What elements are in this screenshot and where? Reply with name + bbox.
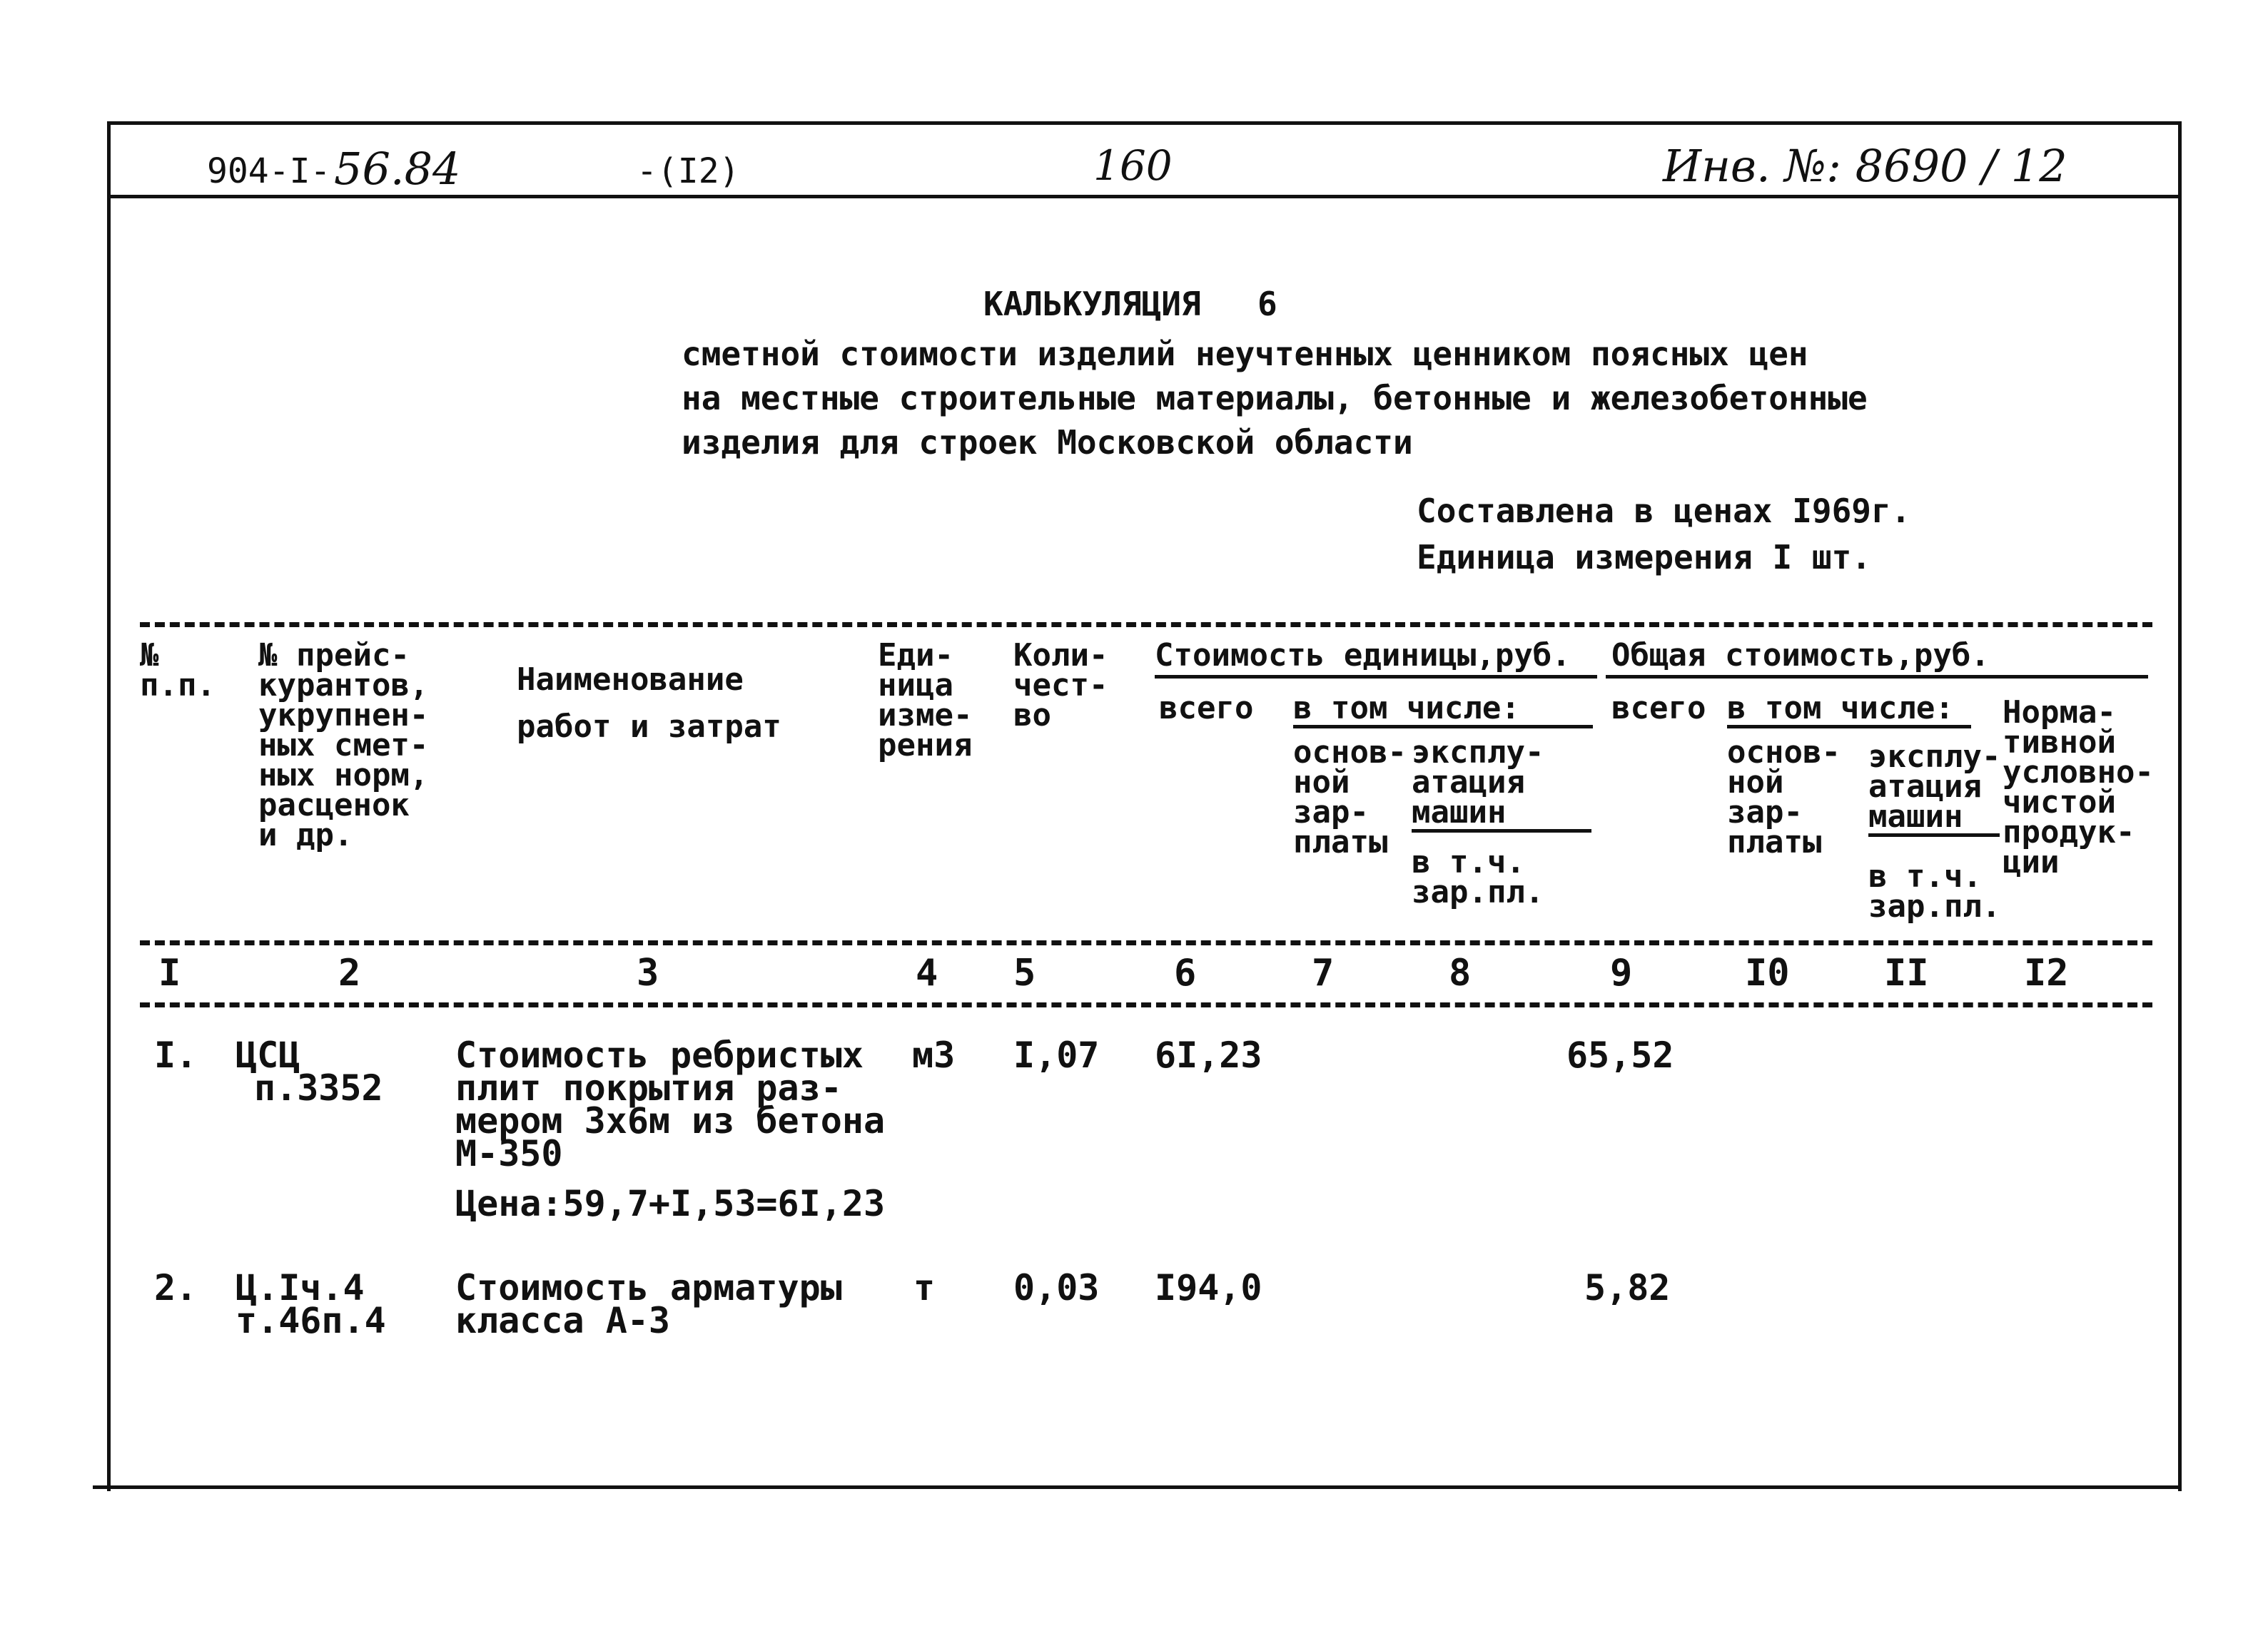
inventory-number: Инв. №: 8690 / 12 (1663, 140, 2067, 192)
col-header-5: Коли- чест- во (1013, 637, 1108, 733)
row-reference: ЦСЦ п.3352 (236, 1035, 383, 1109)
row-unit-total: 6I,23 (1155, 1035, 1262, 1076)
price-basis: Составлена в ценах I969г. (1417, 492, 1911, 530)
column-number: 9 (1610, 952, 1633, 995)
numbers-bottom-dashed-line (140, 1002, 2152, 1007)
frame-bottom-border (93, 1485, 2181, 1489)
unit-incl-underline (1293, 725, 1593, 728)
page-number: 160 (1093, 141, 1173, 190)
unit-of-measure: Единица измерения I шт. (1417, 538, 1871, 576)
total-wage-header: основ- ной зар- платы (1727, 734, 1841, 860)
column-number: 3 (637, 952, 659, 995)
unit-machine-header: эксплу- атация машин (1412, 734, 1544, 830)
frame-right-border (2178, 121, 2182, 1491)
row-unit: т (913, 1267, 936, 1309)
row-quantity: I,07 (1013, 1035, 1100, 1076)
unit-cost-underline (1155, 675, 1597, 679)
col-header-4: Еди- ница изме- рения (878, 637, 973, 763)
total-machine-wage-header: в т.ч. зар.пл. (1868, 858, 2001, 925)
column-number: 6 (1174, 952, 1197, 995)
total-cost-group-title: Общая стоимость,руб. (1611, 637, 1990, 674)
unit-incl-header: в том числе: (1293, 690, 1520, 726)
unit-total-header: всего (1159, 690, 1254, 726)
row-total: 65,52 (1566, 1035, 1674, 1076)
total-total-header: всего (1611, 690, 1706, 726)
column-number: 8 (1449, 952, 1472, 995)
column-number: I0 (1745, 952, 1790, 995)
col-header-1: № п.п. (140, 637, 216, 703)
row-total: 5,82 (1584, 1267, 1671, 1309)
doc-code: 904-I- (207, 151, 331, 191)
row-price-note: Цена:59,7+I,53=6I,23 (455, 1183, 886, 1224)
column-number: 2 (338, 952, 361, 995)
column-number: 4 (916, 952, 938, 995)
col-header-3: Наименование работ и затрат (517, 661, 781, 745)
column-number: 7 (1312, 952, 1335, 995)
frame-top-border (107, 121, 2181, 125)
column-number: I2 (2024, 952, 2069, 995)
title-line-2: на местные строительные материалы, бетонные и железобетонные (682, 379, 1868, 417)
row-unit: м3 (912, 1035, 956, 1076)
row-unit-total: I94,0 (1155, 1267, 1262, 1309)
col-header-2: № прейс- курантов, укрупнен- ных смет- ных норм, расценок и др. (258, 637, 429, 853)
unit-cost-group-title: Стоимость единицы,руб. (1155, 637, 1571, 674)
row-reference: Ц.Iч.4 т.46п.4 (236, 1267, 386, 1341)
total-machine-header: эксплу- атация машин (1868, 738, 2001, 835)
total-incl-underline (1727, 725, 1971, 728)
normative-header: Норма- тивной условно- чистой продук- ции (2003, 694, 2154, 880)
row-number: 2. (154, 1267, 198, 1309)
title-word: КАЛЬКУЛЯЦИЯ (983, 285, 1201, 323)
column-number: II (1884, 952, 1929, 995)
row-work-name: Стоимость арматуры класса А-3 (455, 1267, 842, 1341)
header-top-dashed-line (140, 622, 2152, 627)
column-number: I (158, 952, 181, 995)
title-line-3: изделия для строек Московской области (682, 423, 1413, 462)
stamp-separator-line (107, 195, 2181, 198)
row-work-name: Стоимость ребристых плит покрытия раз- мером 3х6м из бетона М-350 (455, 1035, 886, 1174)
total-machine-underline (1868, 833, 2000, 837)
doc-code-handwritten: 56.84 (334, 143, 461, 195)
row-number: I. (154, 1035, 198, 1076)
column-number: 5 (1013, 952, 1036, 995)
total-cost-underline (1606, 675, 2148, 679)
unit-machine-underline (1412, 829, 1591, 833)
unit-wage-header: основ- ной зар- платы (1293, 734, 1407, 860)
row-quantity: 0,03 (1013, 1267, 1100, 1309)
title-line-1: сметной стоимости изделий неучтенных ценником поясных цен (682, 335, 1808, 373)
header-bottom-dashed-line (140, 940, 2152, 945)
unit-machine-wage-header: в т.ч. зар.пл. (1412, 844, 1544, 910)
frame-left-border (107, 121, 111, 1491)
title-number: 6 (1257, 285, 1277, 323)
doc-part: -(I2) (637, 151, 740, 191)
total-incl-header: в том числе: (1727, 690, 1954, 726)
